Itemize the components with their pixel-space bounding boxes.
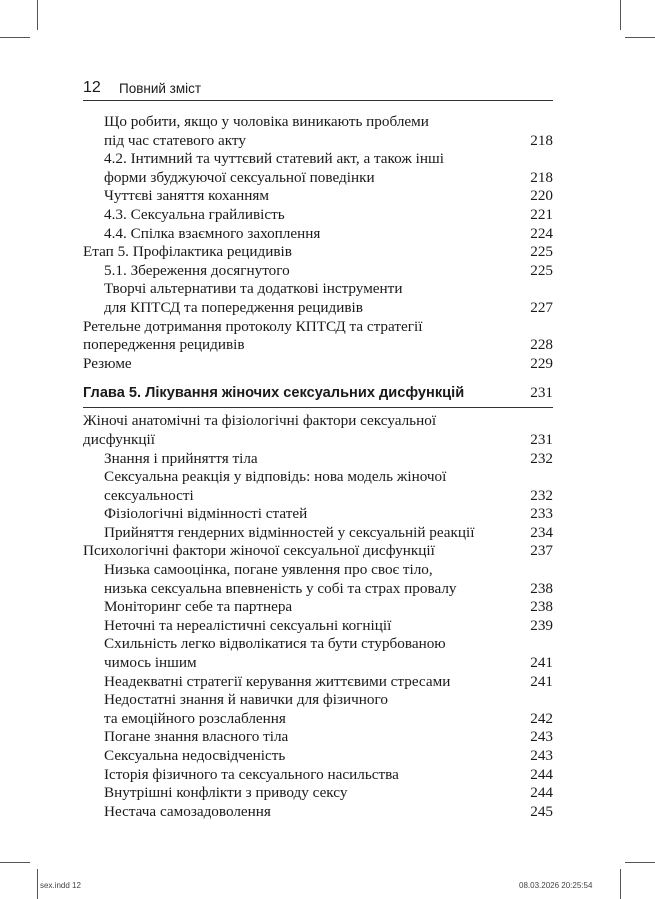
toc-page-number: 241	[530, 654, 553, 672]
crop-mark	[37, 869, 38, 899]
toc-entry-title-line: Чуттєві заняття коханням	[104, 187, 269, 205]
toc-entry	[83, 113, 553, 150]
toc-entry-title-line: Жіночі анатомічні та фізіологічні фактори сексуальної	[83, 412, 437, 430]
toc-entry-title-line: Історія фізичного та сексуального насильства	[104, 765, 399, 783]
toc-entry	[83, 318, 553, 355]
toc-entry	[83, 468, 553, 505]
toc-entry	[83, 635, 553, 672]
toc-chapter-entry	[83, 383, 553, 408]
toc-entry	[83, 412, 553, 449]
toc-page-number: 241	[530, 672, 553, 690]
toc-page-number: 227	[530, 298, 553, 316]
table-of-contents	[83, 113, 553, 821]
toc-entry-title-line: Неадекватні стратегії керування життєвими стресами	[104, 672, 451, 690]
toc-entry	[83, 747, 553, 766]
toc-page-number: 218	[530, 168, 553, 186]
crop-mark	[625, 37, 655, 38]
toc-entry	[83, 206, 553, 225]
toc-entry-title-line: Неточні та нереалістичні сексуальні когніції	[104, 616, 392, 634]
toc-entry	[83, 803, 553, 822]
toc-page-number: 238	[530, 579, 553, 597]
crop-mark	[0, 37, 30, 38]
toc-entry-title-line: форми збуджуючої сексуальної поведінки	[104, 168, 375, 186]
toc-entry-title-line: Творчі альтернативи та додаткові інструменти	[104, 280, 403, 298]
toc-page-number: 245	[530, 802, 553, 820]
toc-page-number: 243	[530, 747, 553, 764]
toc-entry-title-line: Нестача самозадоволення	[104, 802, 271, 820]
toc-page-number: 237	[530, 542, 553, 560]
toc-entry-title-line: Знання і прийняття тіла	[104, 449, 258, 467]
toc-page-number: 232	[530, 486, 553, 504]
toc-entry-title-line: 4.2. Інтимний та чуттєвий статевий акт, а також інші	[104, 150, 444, 168]
toc-entry-title-line: та емоційного розслаблення	[104, 709, 286, 727]
toc-entry-title-line: Сексуальна недосвідченість	[104, 747, 286, 764]
crop-mark	[625, 862, 655, 863]
toc-entry	[83, 150, 553, 187]
toc-entry-title-line: Етап 5. Профілактика рецидивів	[83, 243, 292, 261]
toc-entry-title-line: під час статевого акту	[104, 131, 246, 149]
toc-entry-title-line: сексуальності	[104, 486, 194, 504]
toc-page-number: 225	[530, 243, 553, 261]
toc-entry	[83, 280, 553, 317]
toc-entry-title-line: 5.1. Збереження досягнутого	[104, 261, 290, 279]
toc-page-number: 243	[530, 728, 553, 746]
toc-page-number: 234	[530, 523, 553, 541]
toc-entry	[83, 728, 553, 747]
toc-entry	[83, 262, 553, 281]
toc-entry	[83, 225, 553, 244]
toc-entry-title-line: Резюме	[83, 354, 132, 372]
toc-page-number: 244	[530, 784, 553, 802]
toc-entry	[83, 505, 553, 524]
toc-entry-title-line: Прийняття гендерних відмінностей у сексуальній реакції	[104, 523, 475, 541]
toc-page-number: 228	[530, 336, 553, 354]
toc-entry	[83, 355, 553, 374]
toc-entry	[83, 766, 553, 785]
toc-page-number: 238	[530, 598, 553, 616]
toc-entry-title-line: низька сексуальна впевненість у собі та страх провалу	[104, 579, 457, 597]
toc-entry-title-line: Внутрішні конфлікти з приводу сексу	[104, 784, 348, 802]
toc-entry	[83, 598, 553, 617]
toc-entry-title-line: Моніторинг себе та партнера	[104, 598, 293, 616]
running-header	[83, 78, 553, 101]
toc-entry	[83, 784, 553, 803]
toc-page-number: 232	[530, 449, 553, 467]
toc-entry-title-line: Психологічні фактори жіночої сексуальної дисфункції	[83, 542, 435, 560]
toc-entry	[83, 524, 553, 543]
toc-entry-title-line: для КПТСД та попередження рецидивів	[104, 298, 363, 316]
crop-mark	[620, 0, 621, 30]
toc-entry-title-line: 4.4. Спілка взаємного захоплення	[104, 224, 321, 242]
toc-entry-title-line: Сексуальна реакція у відповідь: нова модель жіночої	[104, 468, 447, 486]
toc-entry-title-line: 4.3. Сексуальна грайливість	[104, 205, 285, 223]
toc-entry	[83, 243, 553, 262]
toc-page-number: 220	[530, 187, 553, 205]
toc-page-number: 221	[530, 205, 553, 223]
toc-entry	[83, 617, 553, 636]
toc-page-number: 218	[530, 131, 553, 149]
toc-entry-title-line: Недостатні знання й навички для фізичного	[104, 691, 388, 709]
toc-entry	[83, 561, 553, 598]
toc-entry-title-line: Схильність легко відволікатися та бути стурбованою	[104, 635, 446, 653]
toc-page-number: 225	[530, 261, 553, 279]
toc-page-number: 242	[530, 709, 553, 727]
toc-entry-title-line: Погане знання власного тіла	[104, 728, 289, 746]
running-title: Повний зміст	[119, 81, 202, 96]
toc-page-number: 229	[530, 354, 553, 372]
toc-entry	[83, 542, 553, 561]
page-number: 12	[83, 79, 101, 96]
toc-entry-title-line: дисфункції	[83, 430, 155, 448]
crop-mark	[620, 869, 621, 899]
toc-page-number: 224	[530, 224, 553, 242]
toc-entry-title-line: Глава 5. Лікування жіночих сексуальних дисфункцій	[83, 385, 465, 402]
crop-mark	[0, 862, 30, 863]
toc-page-number: 233	[530, 505, 553, 523]
toc-entry-title-line: Ретельне дотримання протоколу КПТСД та стратегії	[83, 317, 423, 335]
toc-page-number: 244	[530, 765, 553, 783]
toc-entry-title-line: чимось іншим	[104, 654, 197, 672]
toc-entry-title-line: попередження рецидивів	[83, 336, 245, 354]
toc-entry	[83, 673, 553, 692]
footer-file: sex.indd 12	[40, 881, 81, 890]
toc-entry-title-line: Низька самооцінка, погане уявлення про своє тіло,	[104, 561, 433, 579]
footer-timestamp: 08.03.2026 20:25:54	[519, 881, 593, 890]
toc-page-number: 239	[530, 616, 553, 634]
toc-entry	[83, 187, 553, 206]
toc-page-number: 231	[530, 430, 553, 448]
toc-entry-title-line: Фізіологічні відмінності статей	[104, 505, 308, 523]
toc-entry	[83, 450, 553, 469]
toc-entry	[83, 691, 553, 728]
toc-page-number: 231	[530, 384, 553, 402]
toc-entry-title-line: Що робити, якщо у чоловіка виникають проблеми	[104, 113, 429, 130]
crop-mark	[37, 0, 38, 30]
